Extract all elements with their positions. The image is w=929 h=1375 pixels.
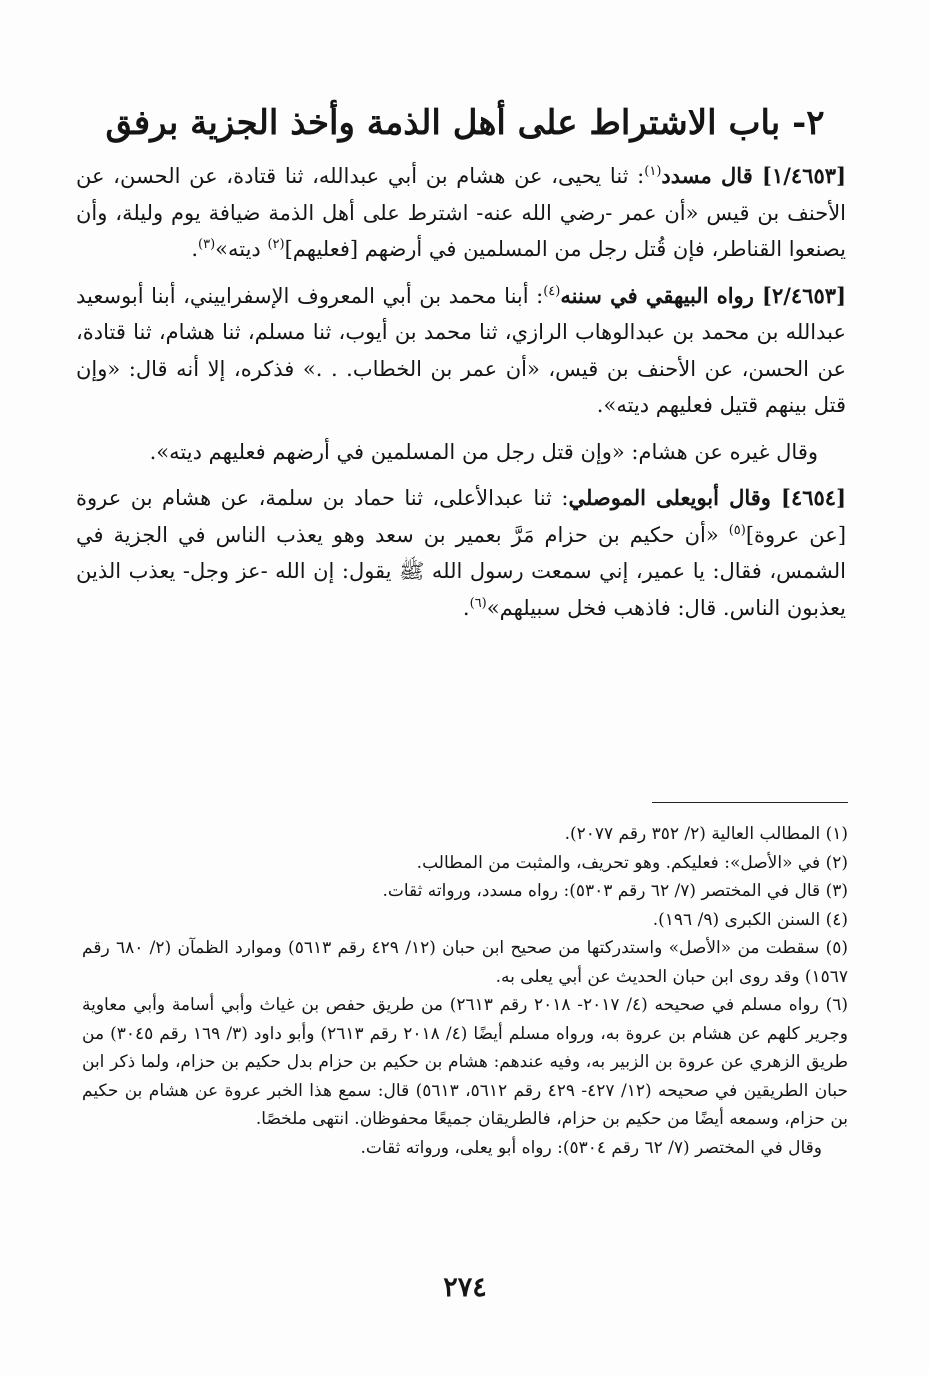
footnote-5: (٥) سقطت من «الأصل» واستدركتها من صحيح ابن حبان (١٢/ ٤٢٩ رقم ٥٦١٣) وموارد الظمآن (٢/ ٦٨٠ رقم ١٥٦٧) وقد روى ابن حبان الحديث عن أبي يعلى به. bbox=[82, 938, 848, 987]
hadith-paragraph-4 bbox=[76, 480, 846, 626]
page-number: ٢٧٤ bbox=[443, 1272, 487, 1303]
main-text bbox=[76, 158, 846, 636]
footnote-6: (٦) رواه مسلم في صحيحه (٤/ ٢٠١٧- ٢٠١٨ رقم ٢٦١٣) من طريق حفص بن غياث وأبي أسامة وأبي معاوية وجرير كلهم عن هشام بن عروة به، ورواه مسلم أيضًا (٤/ ٢٠١٨ رقم ٢٦١٣) وأبو داود (٣/ ١٦٩ رقم ٣٠٤٥) من طريق الزهري عن عروة بن الزبير به، وفيه عندهم: هشام بن حكيم بن حزام بدل حكيم بن حزام، ولما ذكر ابن حبان الطريقين في صحيحه (١٢/ ٤٢٧- ٤٢٩ رقم ٥٦١٢، ٥٦١٣) قال: سمع هذا الخبر عروة عن هشام بن حكيم بن حزام، وسمعه أيضًا من حكيم بن حزام، فالطريقان جميعًا محفوظان. انتهى ملخصًا. bbox=[82, 995, 849, 1129]
hadith-text-end: . bbox=[191, 237, 198, 261]
footnote-marker: (٦) bbox=[469, 595, 487, 611]
chapter-title: ٢- باب الاشتراط على أهل الذمة وأخذ الجزية برفق bbox=[105, 103, 825, 143]
footnote-4: (٤) السنن الكبرى (٩/ ١٩٦). bbox=[652, 909, 848, 930]
hadith-text: «أن حكيم بن حزام مَرَّ بعمير بن سعد وهو يعذب الناس في الجزية في الشمس، فقال: يا عمير، إني سمعت رسول الله ﷺ يقول: إن الله -عز وجل- يعذب الذين يعذبون الناس. قال: فاذهب فخل سبيلهم» bbox=[76, 522, 846, 620]
hadith-reference: [٤٦٥٤] وقال أبويعلى الموصلي bbox=[568, 485, 846, 510]
hadith-reference: [٢/٤٦٥٣] رواه البيهقي في سننه bbox=[560, 282, 846, 308]
footnotes bbox=[82, 820, 848, 1162]
footnote-divider bbox=[652, 802, 848, 803]
footnote-6-continuation: وقال في المختصر (٧/ ٦٢ رقم ٥٣٠٤): رواه أبو يعلى، ورواته ثقات. bbox=[360, 1137, 822, 1158]
footnote-marker: (٤) bbox=[543, 283, 561, 299]
footnote-marker: (٢) bbox=[267, 237, 285, 252]
footnote-3: (٣) قال في المختصر (٧/ ٦٢ رقم ٥٣٠٣): رواه مسدد، ورواته ثقات. bbox=[382, 881, 848, 901]
hadith-text-end: . bbox=[462, 595, 470, 620]
hadith-paragraph-1 bbox=[76, 158, 846, 268]
hadith-paragraph-3 bbox=[76, 434, 846, 471]
footnote-marker: (٣) bbox=[198, 237, 216, 252]
hadith-reference: [١/٤٦٥٣] قال مسدد bbox=[661, 163, 846, 188]
footnote-1: (١) المطالب العالية (٢/ ٣٥٢ رقم ٢٠٧٧). bbox=[564, 824, 848, 844]
footnote-marker: (٥) bbox=[728, 522, 746, 538]
hadith-text: ديته» bbox=[215, 237, 268, 261]
hadith-text: : أبنا محمد بن أبي المعروف الإسفراييني، أبنا أبوسعيد عبدالله بن محمد بن عبدالوهاب الرازي، ثنا محمد بن أيوب، ثنا مسلم، ثنا هشام، ثنا قتادة، عن الحسن، عن الأحنف بن قيس، «أن عمر بن الخطاب. . .» فذكره، إلا أنه قال: «وإن قتل بينهم قتيل فعليهم ديته». bbox=[76, 283, 846, 417]
hadith-text: وقال غيره عن هشام: «وإن قتل رجل من المسلمين في أرضهم فعليهم ديته». bbox=[149, 439, 818, 464]
hadith-text: : ثنا عبدالأعلى، ثنا حماد بن سلمة، عن هشام بن عروة [عن عروة] bbox=[76, 486, 847, 547]
hadith-paragraph-2 bbox=[76, 278, 846, 424]
footnote-marker: (١) bbox=[644, 164, 662, 179]
hadith-text: : ثنا يحيى، عن هشام بن أبي عبدالله، ثنا قتادة، عن الحسن، عن الأحنف بن قيس «أن عمر -رضي الله عنه- اشترط على أهل الذمة ضيافة يوم وليلة، وأن يصنعوا القناطر، فإن قُتل رجل من المسلمين في أرضهم [فعليهم] bbox=[76, 164, 847, 261]
footnote-2: (٢) في «الأصل»: فعليكم. وهو تحريف، والمثبت من المطالب. bbox=[416, 852, 848, 873]
